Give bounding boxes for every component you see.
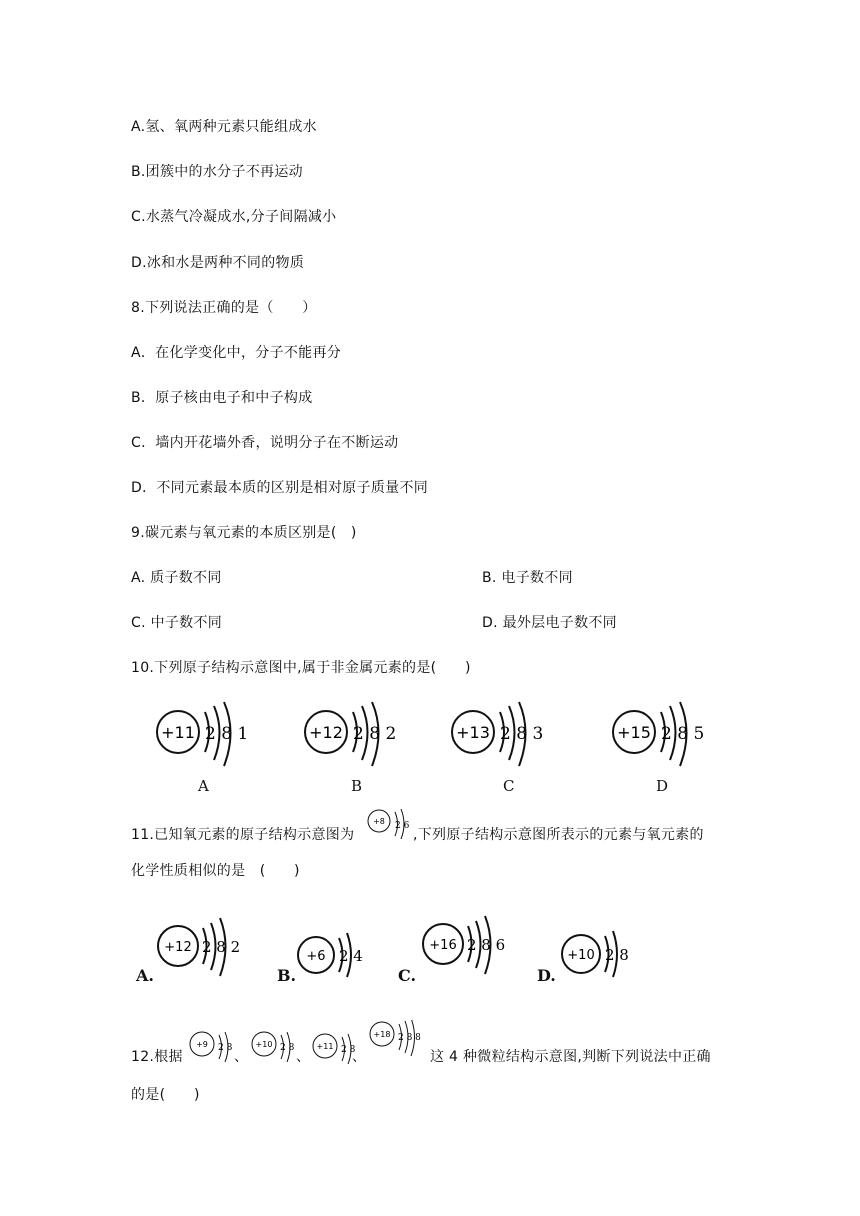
q10-atom-diagram-a bbox=[155, 700, 265, 770]
q11-nucleus-b: +6 bbox=[306, 949, 326, 964]
q7-option-c: C.水蒸气冷凝成水,分子间隔减小 bbox=[131, 209, 337, 225]
q8-option-d: D．不同元素最本质的区别是相对原子质量不同 bbox=[131, 480, 429, 496]
q12-line2: 的是( ) bbox=[131, 1087, 200, 1103]
q10-nucleus-b: +12 bbox=[309, 723, 343, 742]
q10-atom-diagram-d bbox=[611, 700, 721, 770]
q7-option-a: A.氢、氧两种元素只能组成水 bbox=[131, 119, 317, 135]
q12-particle-3-electrons: 2 8 bbox=[341, 1045, 356, 1055]
q12-particle-1-electrons: 2 8 bbox=[218, 1043, 233, 1053]
q11-label-d: D. bbox=[537, 966, 556, 985]
q9-option-d: D. 最外层电子数不同 bbox=[482, 615, 617, 631]
q9-option-b: B. 电子数不同 bbox=[482, 570, 573, 586]
q10-electrons-b: 2 8 2 bbox=[353, 724, 397, 744]
q11-electrons-c: 2 8 6 bbox=[467, 936, 506, 954]
q11-atom-diagram-b bbox=[296, 930, 376, 986]
q11-nucleus-a: +12 bbox=[164, 940, 192, 955]
q11-oxygen-electrons: 2 6 bbox=[395, 821, 410, 831]
q11-electrons-a: 2 8 2 bbox=[202, 938, 241, 956]
q10-label-d: D bbox=[656, 777, 669, 795]
q11-nucleus-d: +10 bbox=[567, 948, 595, 963]
q10-electrons-d: 2 8 5 bbox=[661, 724, 705, 744]
q10-electrons-c: 2 8 3 bbox=[500, 724, 544, 744]
q8-stem: 8.下列说法正确的是（ ） bbox=[131, 300, 317, 316]
q12-particle-4-electrons: 2 8 8 bbox=[398, 1033, 421, 1043]
q10-label-a: A bbox=[198, 777, 209, 795]
q11-stem-part2: ,下列原子结构示意图所表示的元素与氧元素的 bbox=[413, 827, 704, 843]
q12-particle-2-electrons: 2 8 bbox=[280, 1043, 295, 1053]
q11-electrons-b: 2 4 bbox=[339, 947, 363, 965]
q12-prefix: 12.根据 bbox=[131, 1049, 183, 1065]
q11-atom-diagram-d bbox=[560, 928, 650, 986]
q11-atom-diagram-a bbox=[156, 918, 256, 980]
q8-option-b: B．原子核由电子和中子构成 bbox=[131, 390, 313, 406]
q11-label-c: C. bbox=[398, 966, 417, 985]
q9-option-a: A. 质子数不同 bbox=[131, 570, 222, 586]
q11-label-a: A. bbox=[136, 966, 154, 985]
q12-particle-1 bbox=[188, 1030, 238, 1074]
q11-electrons-d: 2 8 bbox=[605, 946, 629, 964]
q11-nucleus-c: +16 bbox=[429, 938, 457, 953]
q10-nucleus-a: +11 bbox=[161, 723, 195, 742]
q10-atom-diagram-b bbox=[303, 700, 413, 770]
q7-option-d: D.冰和水是两种不同的物质 bbox=[131, 255, 305, 271]
q11-atom-diagram-c bbox=[421, 916, 521, 978]
q9-option-c: C. 中子数不同 bbox=[131, 615, 223, 631]
q12-particle-4 bbox=[368, 1020, 428, 1068]
q12-particle-2-nucleus: +10 bbox=[255, 1040, 273, 1049]
q8-option-a: A．在化学变化中，分子不能再分 bbox=[131, 345, 342, 361]
q10-stem: 10.下列原子结构示意图中,属于非金属元素的是( ) bbox=[131, 660, 471, 676]
q11-stem-line2: 化学性质相似的是 ( ) bbox=[131, 863, 300, 879]
q10-nucleus-d: +15 bbox=[617, 723, 651, 742]
q10-electrons-a: 2 8 1 bbox=[205, 724, 249, 744]
q11-oxygen-diagram bbox=[366, 808, 414, 852]
q12-suffix: 这 4 种微粒结构示意图,判断下列说法中正确 bbox=[430, 1049, 711, 1065]
q10-atom-diagram-c bbox=[450, 700, 560, 770]
q8-option-c: C．墙内开花墙外香，说明分子在不断运动 bbox=[131, 435, 399, 451]
q10-label-c: C bbox=[503, 777, 515, 795]
q12-separator-1: 、 bbox=[234, 1049, 249, 1065]
q12-separator-3: 、 bbox=[352, 1049, 367, 1065]
q9-stem: 9.碳元素与氧元素的本质区别是( ) bbox=[131, 525, 357, 541]
q11-label-b: B. bbox=[277, 966, 297, 985]
q11-oxygen-nucleus: +8 bbox=[373, 817, 385, 826]
q11-stem-part1: 11.已知氧元素的原子结构示意图为 bbox=[131, 827, 355, 843]
q12-particle-4-nucleus: +18 bbox=[373, 1030, 391, 1039]
q10-label-b: B bbox=[351, 777, 363, 795]
q12-particle-3-nucleus: +11 bbox=[316, 1042, 334, 1051]
q12-separator-2: 、 bbox=[296, 1049, 311, 1065]
q7-option-b: B.团簇中的水分子不再运动 bbox=[131, 164, 303, 180]
q12-particle-1-nucleus: +9 bbox=[196, 1040, 208, 1049]
q12-particle-2 bbox=[250, 1030, 300, 1074]
q10-nucleus-c: +13 bbox=[456, 723, 490, 742]
